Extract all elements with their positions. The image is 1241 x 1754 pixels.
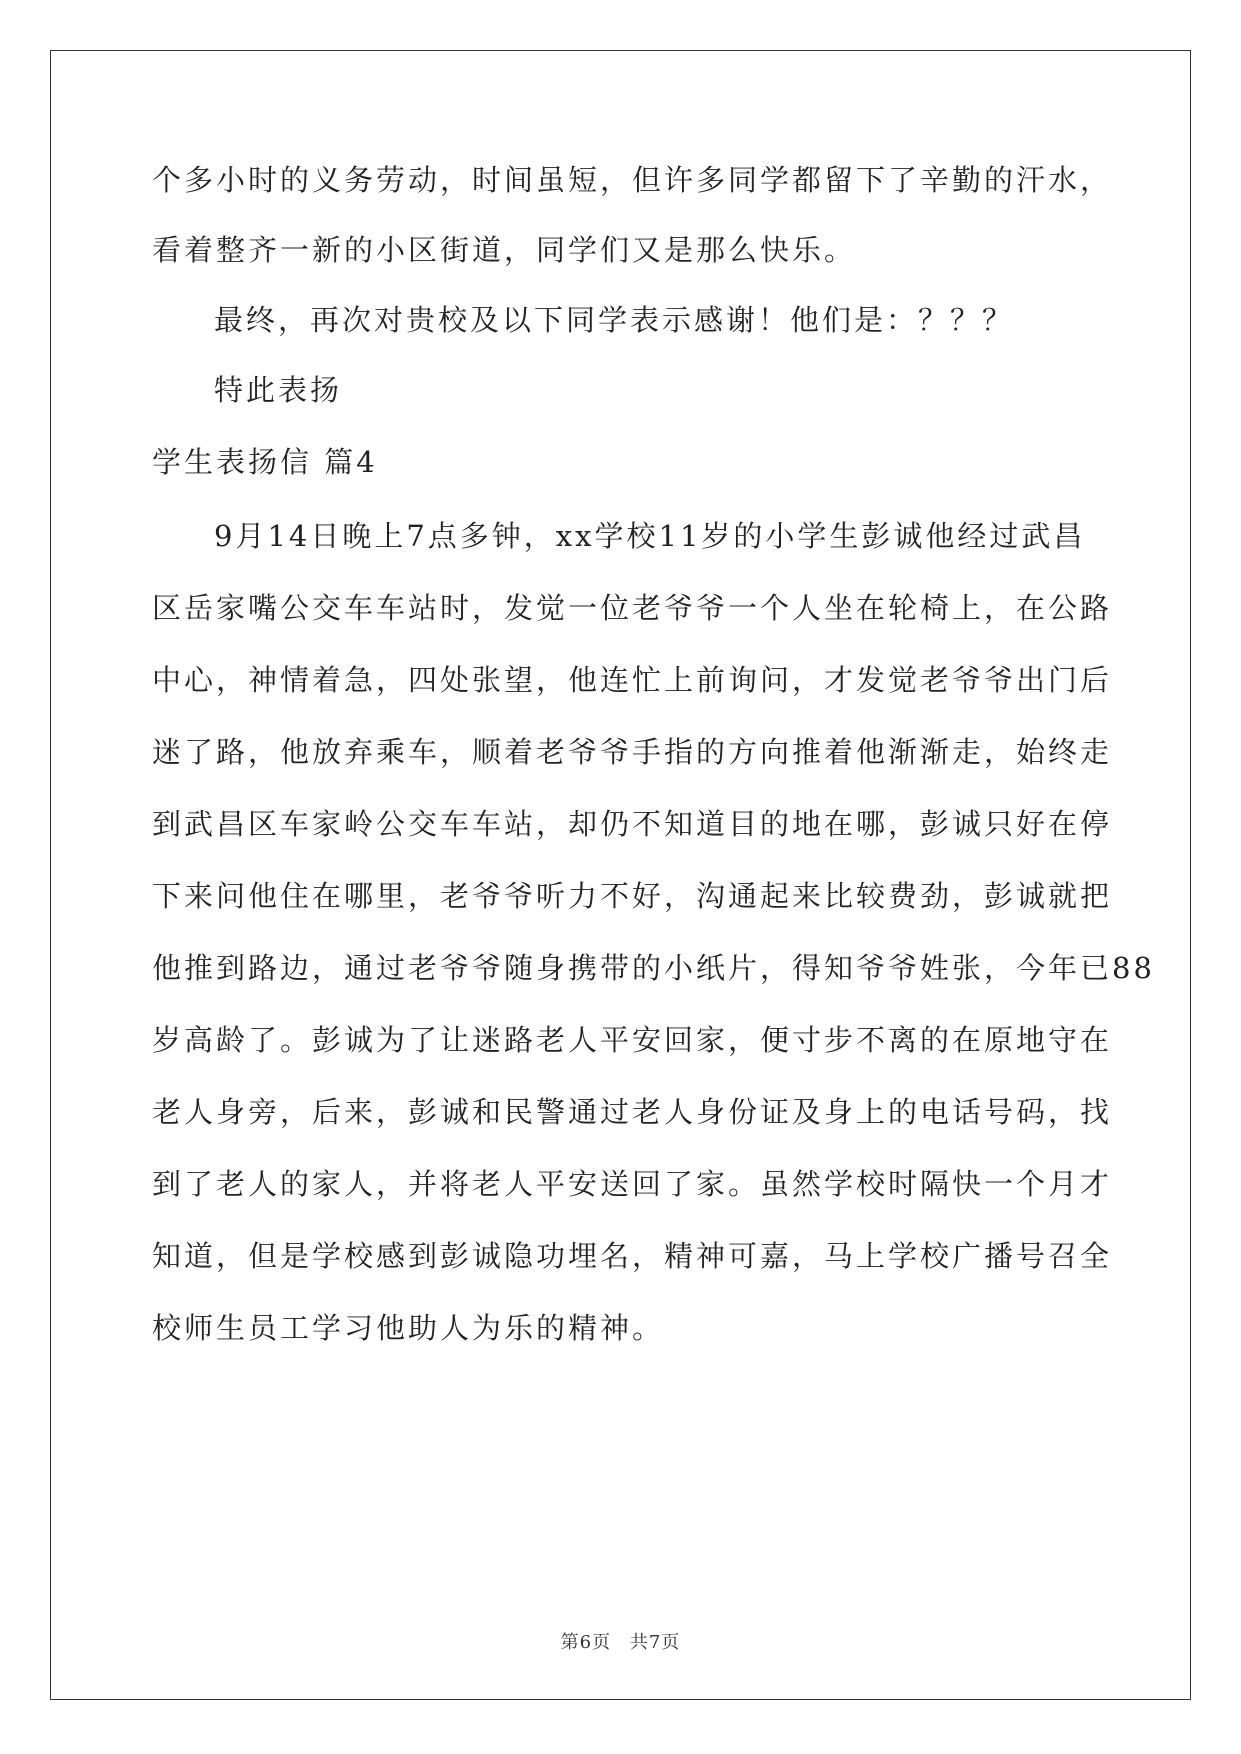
text-line: 个多小时的义务劳动，时间虽短，但许多同学都留下了辛勤的汗水， [152, 163, 1113, 197]
text-line: 特此表扬 [214, 373, 343, 407]
text-line: 最终，再次对贵校及以下同学表示感谢！他们是：？？？ [214, 303, 1015, 337]
page-number-current: 第6页 [560, 1632, 612, 1653]
text-line: 9月14日晚上7点多钟，xx学校11岁的小学生彭诚他经过武昌 [214, 519, 1086, 553]
page-number-total: 共7页 [629, 1632, 681, 1653]
text-line: 到武昌区车家岭公交车车站，却仍不知道目的地在哪，彭诚只好在停 [152, 807, 1113, 841]
text-line: 岁高龄了。彭诚为了让迷路老人平安回家，便寸步不离的在原地守在 [152, 1023, 1113, 1057]
text-line: 中心，神情着急，四处张望，他连忙上前询问，才发觉老爷爷出门后 [152, 663, 1113, 697]
text-line: 下来问他住在哪里，老爷爷听力不好，沟通起来比较费劲，彭诚就把 [152, 879, 1113, 913]
section-heading: 学生表扬信 篇4 [152, 445, 378, 479]
text-line: 到了老人的家人，并将老人平安送回了家。虽然学校时隔快一个月才 [152, 1167, 1113, 1201]
text-line: 看着整齐一新的小区街道，同学们又是那么快乐。 [152, 233, 857, 267]
text-line: 老人身旁，后来，彭诚和民警通过老人身份证及身上的电话号码，找 [152, 1095, 1113, 1129]
text-line: 校师生员工学习他助人为乐的精神。 [152, 1311, 665, 1345]
text-line: 知道，但是学校感到彭诚隐功埋名，精神可嘉，马上学校广播号召全 [152, 1239, 1113, 1273]
page-footer [0, 1628, 1241, 1654]
text-line: 迷了路，他放弃乘车，顺着老爷爷手指的方向推着他渐渐走，始终走 [152, 735, 1113, 769]
text-line: 区岳家嘴公交车车站时，发觉一位老爷爷一个人坐在轮椅上，在公路 [152, 591, 1113, 625]
text-line: 他推到路边，通过老爷爷随身携带的小纸片，得知爷爷姓张，今年已88 [152, 951, 1155, 985]
page-border [50, 50, 1191, 1700]
